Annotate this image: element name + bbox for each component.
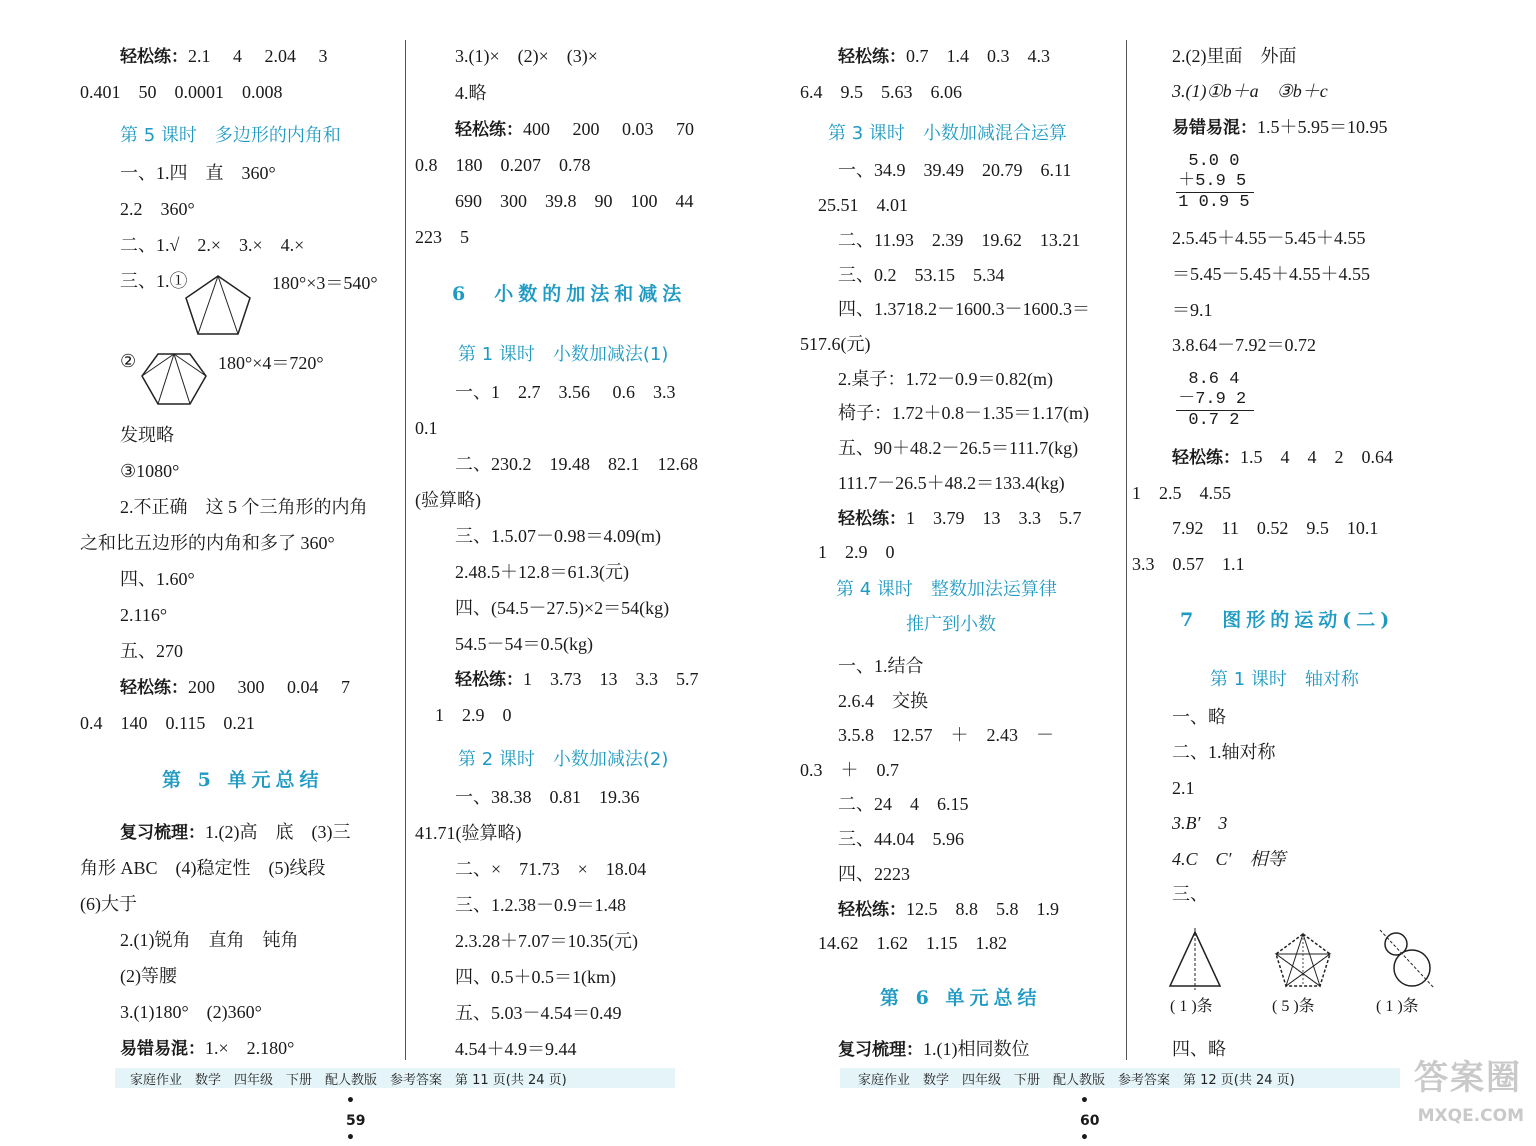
answer-line: 3.(1)180° (2)360° (120, 1002, 262, 1022)
page-number: • 60 • (1080, 1093, 1114, 1146)
gourd-axis-figure (1372, 928, 1438, 990)
answer-line: 二、× 71.73 × 18.04 (455, 859, 647, 879)
answer-line: 41.71(验算略) (415, 823, 522, 843)
answer-line: 2.不正确 这 5 个三角形的内角 (120, 497, 368, 517)
page-footer: 家庭作业 数学 四年级 下册 配人教版 参考答案 第 11 页(共 24 页) (130, 1073, 567, 1088)
answer-line: ② (120, 351, 137, 371)
lesson-heading: 第 3 课时 小数加减混合运算 (828, 123, 1067, 144)
answer-line: 一、38.38 0.81 19.36 (455, 787, 640, 807)
page-number: • 59 • (346, 1093, 380, 1146)
answer-line: 复习梳理：1.(1)相同数位 (838, 1039, 1030, 1060)
unit-summary-heading: 第 5 单元总结 (162, 769, 324, 791)
answer-line: 3.5.8 12.57 ＋ 2.43 － (838, 725, 1054, 745)
answer-line: 2.(2)里面 外面 (1172, 46, 1297, 66)
answer-line: 111.7－26.5＋48.2＝133.4(kg) (838, 473, 1065, 493)
answer-line: 4.略 (455, 83, 487, 103)
column-divider (405, 40, 406, 1060)
answer-line: 复习梳理：1.(2)高 底 (3)三 (120, 822, 351, 843)
answer-line: 四、0.5＋0.5＝1(km) (455, 967, 616, 987)
answer-line: 之和比五边形的内角和多了 360° (80, 533, 335, 553)
unit-summary-heading: 第 6 单元总结 (880, 987, 1042, 1009)
answer-line: 轻松练：2.1 4 2.04 3 (120, 46, 328, 67)
answer-line: (验算略) (415, 490, 481, 510)
answer-line: 一、1 2.7 3.56 0.6 3.3 (455, 382, 676, 402)
answer-line: 四、2223 (838, 864, 910, 884)
answer-line: 2.桌子：1.72－0.9＝0.82(m) (838, 369, 1053, 389)
answer-line: 四、1.60° (120, 569, 195, 589)
answer-line: 6.4 9.5 5.63 6.06 (800, 82, 962, 102)
answer-line: 角形 ABC (4)稳定性 (5)线段 (80, 858, 326, 878)
lesson-heading: 第 1 课时 小数加减法(1) (458, 344, 669, 365)
answer-line: 一、1.四 直 360° (120, 163, 276, 183)
vertical-calc-top: 5.0 0 (1168, 152, 1240, 171)
answer-line: 三、0.2 53.15 5.34 (838, 265, 1005, 285)
answer-line: 0.1 (415, 418, 438, 438)
answer-line: 二、24 4 6.15 (838, 794, 969, 814)
answer-line: (6)大于 (80, 894, 137, 914)
answer-line: 二、1.轴对称 (1172, 742, 1276, 762)
answer-line: 轻松练：12.5 8.8 5.8 1.9 (838, 899, 1059, 920)
watermark-logo: 答案圈 MXQE.COM (1414, 1058, 1524, 1126)
answer-line: 2.48.5＋12.8＝61.3(元) (455, 562, 629, 582)
answer-line: 1 2.9 0 (435, 705, 512, 725)
hexagon-diagram (138, 350, 210, 408)
answer-line: 180°×3＝540° (272, 273, 378, 293)
answer-line: ③1080° (120, 461, 180, 481)
answer-line: 椅子：1.72＋0.8－1.35＝1.17(m) (838, 403, 1089, 423)
answer-line: 4.54＋4.9＝9.44 (455, 1039, 577, 1059)
answer-line: 轻松练：400 200 0.03 70 (455, 119, 694, 140)
page-footer: 家庭作业 数学 四年级 下册 配人教版 参考答案 第 12 页(共 24 页) (858, 1073, 1295, 1088)
answer-line: 五、270 (120, 641, 183, 661)
answer-line: ＝5.45－5.45＋4.55＋4.55 (1172, 264, 1370, 284)
column-divider (1126, 40, 1127, 1060)
answer-line: 易错易混：1.× 2.180° (120, 1038, 295, 1059)
lesson-heading: 第 5 课时 多边形的内角和 (120, 125, 341, 146)
answer-line: 3.(1)①b＋a ③b＋c (1172, 81, 1328, 101)
answer-line: 180°×4＝720° (218, 353, 324, 373)
answer-line: 4.C C′ 相等 (1172, 849, 1286, 869)
lesson-heading: 第 2 课时 小数加减法(2) (458, 749, 669, 770)
answer-line: 2.116° (120, 605, 168, 625)
pentagon-diagram (182, 272, 254, 338)
answer-line: 690 300 39.8 90 100 44 (455, 191, 694, 211)
answer-line: 三、44.04 5.96 (838, 829, 964, 849)
answer-line: 轻松练：200 300 0.04 7 (120, 677, 350, 698)
answer-line: 四、略 (1172, 1039, 1226, 1059)
vertical-calc-top: 8.6 4 (1168, 370, 1240, 389)
answer-line: 0.401 50 0.0001 0.008 (80, 82, 283, 102)
vertical-calc-result: 1 0.9 5 (1168, 193, 1250, 212)
vertical-calc-mid: －7.9 2 (1168, 390, 1247, 409)
axis-count-label: ( 1 )条 (1376, 998, 1419, 1015)
axis-count-label: ( 5 )条 (1272, 998, 1315, 1015)
answer-line: 3.B′ 3 (1172, 813, 1228, 833)
answer-line: 轻松练：1.5 4 4 2 0.64 (1172, 447, 1393, 468)
answer-line: (2)等腰 (120, 966, 177, 986)
lesson-heading: 推广到小数 (906, 614, 996, 635)
answer-line: 14.62 1.62 1.15 1.82 (818, 933, 1007, 953)
answer-line: 223 5 (415, 227, 469, 247)
vertical-calc-result: 0.7 2 (1168, 411, 1240, 430)
answer-line: 3.8.64－7.92＝0.72 (1172, 335, 1316, 355)
answer-line: 二、1.√ 2.× 3.× 4.× (120, 235, 305, 255)
pentagon-star-axis-figure (1272, 930, 1334, 990)
answer-line: 轻松练：1 3.73 13 3.3 5.7 (455, 669, 699, 690)
answer-line: 三、1.2.38－0.9＝1.48 (455, 895, 626, 915)
answer-line: 2.6.4 交换 (838, 691, 928, 711)
axis-count-label: ( 1 )条 (1170, 998, 1213, 1015)
answer-line: 0.3 ＋ 0.7 (800, 760, 899, 780)
answer-line: 一、略 (1172, 707, 1226, 727)
lesson-heading: 第 1 课时 轴对称 (1210, 669, 1359, 690)
answer-line: 25.51 4.01 (818, 195, 908, 215)
lesson-heading: 第 4 课时 整数加法运算律 (836, 579, 1057, 600)
answer-line: 轻松练：1 3.79 13 3.3 5.7 (838, 508, 1082, 529)
answer-line: 一、34.9 39.49 20.79 6.11 (838, 160, 1072, 180)
answer-line: 1 2.9 0 (818, 542, 895, 562)
unit-heading: 6 小数的加法和减法 (452, 283, 687, 305)
unit-heading: 7 图形的运动(二) (1180, 609, 1395, 631)
answer-line: 三、 (1172, 884, 1208, 904)
answer-line: 四、1.3718.2－1600.3－1600.3＝ (838, 299, 1090, 319)
answer-line: 轻松练：0.7 1.4 0.3 4.3 (838, 46, 1050, 67)
answer-line: ＝9.1 (1172, 300, 1213, 320)
answer-line: 0.4 140 0.115 0.21 (80, 713, 255, 733)
answer-line: 2.2 360° (120, 199, 195, 219)
answer-line: 3.(1)× (2)× (3)× (455, 46, 598, 66)
answer-line: 0.8 180 0.207 0.78 (415, 155, 591, 175)
answer-line: 五、90＋48.2－26.5＝111.7(kg) (838, 438, 1079, 458)
answer-line: 二、11.93 2.39 19.62 13.21 (838, 230, 1081, 250)
triangle-axis-figure (1166, 928, 1224, 990)
answer-line: 1 2.5 4.55 (1132, 483, 1231, 503)
answer-line: 三、1.① (120, 271, 188, 291)
answer-line: 2.3.28＋7.07＝10.35(元) (455, 931, 638, 951)
answer-line: 7.92 11 0.52 9.5 10.1 (1172, 518, 1379, 538)
answer-line: 三、1.5.07－0.98＝4.09(m) (455, 526, 661, 546)
answer-line: 一、1.结合 (838, 656, 924, 676)
vertical-calc-mid: ＋5.9 5 (1168, 172, 1247, 191)
answer-line: 五、5.03－4.54＝0.49 (455, 1003, 622, 1023)
answer-line: 发现略 (120, 425, 174, 445)
answer-line: 易错易混：1.5＋5.95＝10.95 (1172, 117, 1388, 138)
answer-line: 四、(54.5－27.5)×2＝54(kg) (455, 598, 670, 618)
answer-line: 54.5－54＝0.5(kg) (455, 634, 593, 654)
answer-line: 二、230.2 19.48 82.1 12.68 (455, 454, 698, 474)
answer-line: 2.1 (1172, 778, 1195, 798)
answer-line: 2.5.45＋4.55－5.45＋4.55 (1172, 228, 1366, 248)
answer-line: 517.6(元) (800, 334, 871, 354)
answer-line: 2.(1)锐角 直角 钝角 (120, 930, 299, 950)
answer-line: 3.3 0.57 1.1 (1132, 554, 1245, 574)
